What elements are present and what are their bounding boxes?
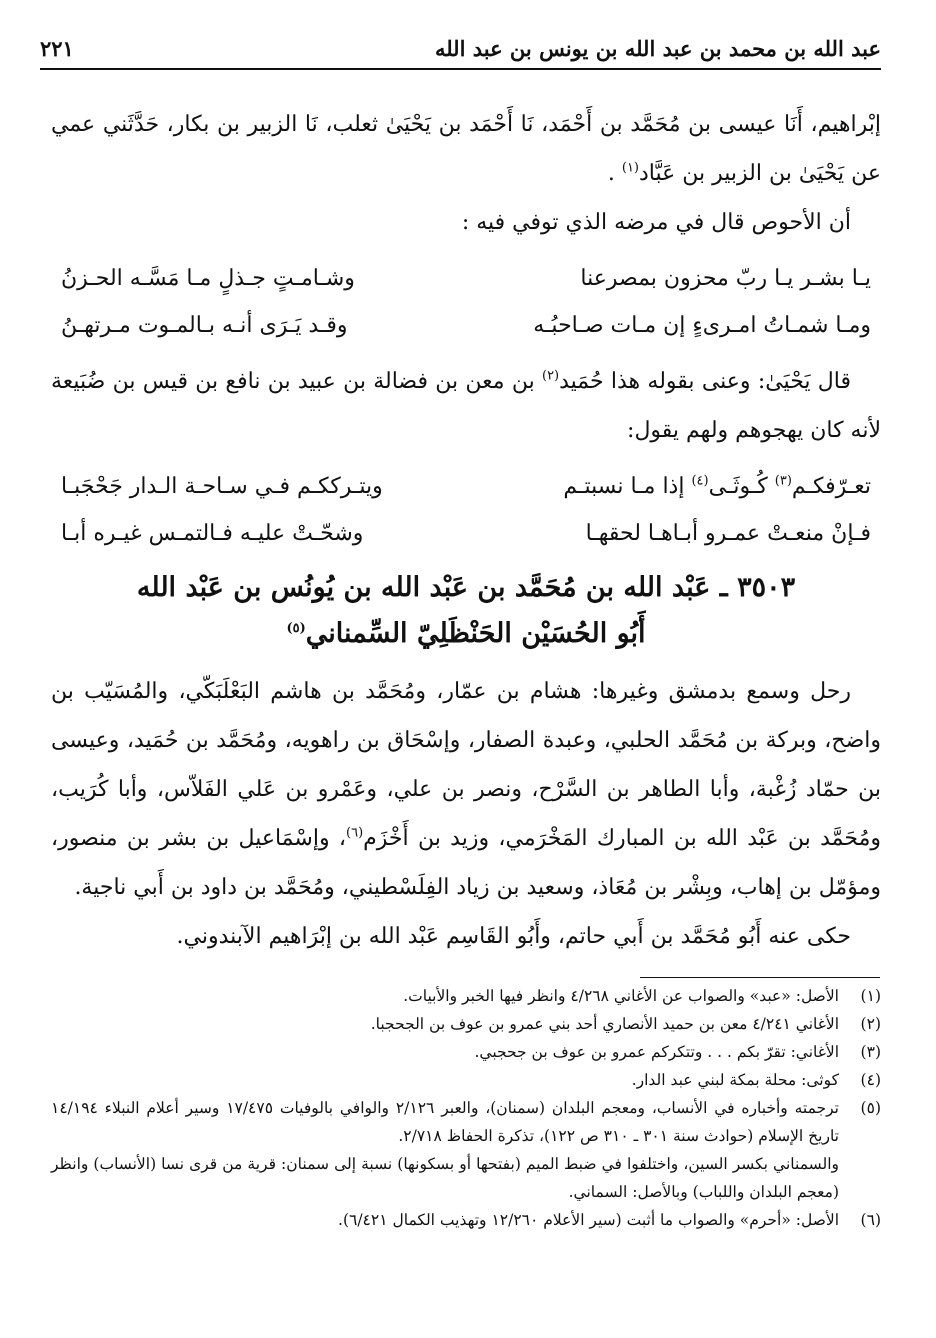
isnad-line-2-end: . xyxy=(607,161,622,186)
footnote-ref-2: (٢) xyxy=(541,368,560,384)
main-text xyxy=(51,100,881,961)
footnote-number: (١) xyxy=(860,987,881,1005)
page-number: ٢٢١ xyxy=(40,36,74,61)
footnotes xyxy=(51,982,881,1234)
footnote-divider xyxy=(640,977,880,978)
poem-2 xyxy=(51,463,881,557)
footnote-item xyxy=(51,1066,881,1094)
entry-paragraph-teachers xyxy=(51,667,881,912)
footnote-ref-1: (١) xyxy=(621,160,639,176)
commentary-paragraph xyxy=(51,357,881,455)
verse-second-hemistich: ويتـرككـم فـي سـاحـة الـدار جَحْجَبـا xyxy=(61,474,383,499)
footnote-ref-5: (٥) xyxy=(286,621,306,636)
footnote-item xyxy=(51,1094,881,1150)
verse-second-hemistich: وقـد يَـرَى أنـه بـالمـوت مـرتهـنُ xyxy=(61,313,348,338)
isnad-line-2: عمي عن يَحْيَىٰ بن الزبير بن عَبَّاد xyxy=(51,112,881,186)
footnote-item xyxy=(51,982,881,1010)
footnote-ref-4: (٤) xyxy=(691,473,709,489)
footnote-item xyxy=(51,1206,881,1234)
poem-intro: أن الأحوص قال في مرضه الذي توفي فيه : xyxy=(461,210,851,235)
poem-1 xyxy=(51,255,881,349)
running-header xyxy=(40,34,881,70)
hemistich-part: إذا مـا نسبتـم xyxy=(563,474,692,499)
footnote-text: كوثى: محلة بمكة لبني عبد الدار. xyxy=(631,1071,839,1089)
verse-second-hemistich: وشحّـتْ عليـه فـالتمـس غيـره أبـا xyxy=(61,521,364,546)
footnote-text: الأغاني: تقرّ بكم . . . وتتكركم عمرو بن عوف بن جحجبي. xyxy=(474,1043,839,1061)
hemistich-part: تعـرّفكـم xyxy=(791,474,871,499)
entry-paragraph-students: حكى عنه أَبُو مُحَمَّد بن أَبي حاتم، وأَبُو القَاسِم عَبْد الله بن إبْرَاهيم الآبندوني. xyxy=(176,924,851,949)
footnote-text: ترجمته وأخباره في الأنساب، ومعجم البلدان (سمنان)، والعبر ٢/١٢٦ والوافي بالوفيات ١٧/٤٧٥ وسير أعلام النبلاء ١٤/١٩٤ تاريخ الإسلام (حوادث سنة ٣٠١ ـ ٣١٠ ص ١٢٢)، تذكرة الحفاظ ٢/٧١٨. xyxy=(51,1099,839,1145)
running-title: عبد الله بن محمد بن عبد الله بن يونس بن عبد الله xyxy=(434,36,881,61)
footnote-number: (٤) xyxy=(860,1071,881,1089)
footnote-item xyxy=(51,1038,881,1066)
teachers-text-a: رحل وسمع بدمشق وغيرها: هشام بن عمّار، ومُحَمَّد بن هاشم البَعْلَبَكّي، والمُسَيّب بن واضح، وبركة بن مُحَمَّد الحلبي، وعبدة الصفار، وإسْحَاق بن راهويه، ومُحَمَّد بن حُمَيد، وعيسى بن حمّاد زُغْبة، وأبا الطاهر بن السَّرْح، ونصر بن علي، وعَمْرو بن عَلي الفَلاّس، وأبا كُرَيب، ومُحَمَّد بن عَبْد الله بن المبارك المَخْرَمي، وزيد بن أَخْزَم xyxy=(51,679,881,851)
verse-first-hemistich: ومـا شمـاتُ امـرىءٍ إن مـات صـاحبُـه xyxy=(533,313,871,338)
isnad-paragraph xyxy=(51,100,881,198)
footnote-text: الأصل: «عبد» والصواب عن الأغاني ٤/٢٦٨ وانظر فيها الخبر والأبيات. xyxy=(403,987,839,1005)
commentary-text-b: بن معن بن فضالة بن عبيد بن نافع بن قيس بن ضُبَيعة لأنه كان يهجوهم ولهم يقول: xyxy=(51,369,881,443)
footnote-item xyxy=(51,1010,881,1038)
footnote-number: (٥) xyxy=(860,1099,881,1117)
verse xyxy=(51,463,881,510)
entry-heading xyxy=(51,565,881,657)
commentary-text-a: قال يَحْيَىٰ: وعنى بقوله هذا حُمَيد xyxy=(559,369,851,394)
footnote-ref-3: (٣) xyxy=(774,473,792,489)
verse-first-hemistich: فـإنْ منعـتْ عمـرو أبـاهـا لحقهـا xyxy=(585,521,871,546)
footnote-ref-6: (٦) xyxy=(346,825,364,841)
entry-heading-name: ٣٥٠٣ ـ عَبْد الله بن مُحَمَّد بن عَبْد الله بن يُونُس بن عَبْد الله xyxy=(136,572,796,603)
hemistich-part: كُـوثَـى xyxy=(708,474,775,499)
footnote-text: الأصل: «أحرم» والصواب ما أثبت (سير الأعلام ١٢/٢٦٠ وتهذيب الكمال ٦/٤٢١). xyxy=(338,1211,839,1229)
footnote-number: (٣) xyxy=(860,1043,881,1061)
entry-heading-kunya xyxy=(51,611,881,657)
kunya-text: أَبُو الحُسَيْن الحَنْظَلِيّ السِّمناني xyxy=(305,618,646,649)
verse xyxy=(51,510,881,557)
verse-first-hemistich: يـا بشـر يـا ربّ محزون بمصرعنا xyxy=(580,266,871,291)
footnote-number: (٢) xyxy=(860,1015,881,1033)
footnote-number: (٦) xyxy=(860,1211,881,1229)
teachers-text-b: ، وإسْمَاعيل بن بشر بن منصور، ومؤمّل بن إهاب، وبِشْر بن مُعَاذ، وسعيد بن زياد الفِلَسْطيني، ومُحَمَّد بن داود بن أَبي ناجية. xyxy=(51,826,881,900)
footnote-continuation: والسمناني بكسر السين، واختلفوا في ضبط الميم (بفتحها أو بسكونها) نسبة إلى سمنان: قرية من قرى نسا (الأنساب) وانظر (معجم البلدان واللباب) وبالأصل: السماني. xyxy=(51,1155,839,1201)
verse xyxy=(51,255,881,302)
footnote-text: الأغاني ٤/٢٤١ معن بن حميد الأنصاري أحد بني عمرو بن عوف بن الجحجبا. xyxy=(370,1015,839,1033)
verse xyxy=(51,302,881,349)
verse-first-hemistich xyxy=(491,463,881,510)
verse-second-hemistich: وشـامـتٍ جـذلٍ مـا مَسَّـه الحـزنُ xyxy=(61,266,355,291)
isnad-line-1: إبْراهيم، أَنَا عيسى بن مُحَمَّد بن أَحْمَد، نَا أَحْمَد بن يَحْيَىٰ ثعلب، نَا الزبير بن بكار، حَدَّثَني xyxy=(102,112,882,137)
